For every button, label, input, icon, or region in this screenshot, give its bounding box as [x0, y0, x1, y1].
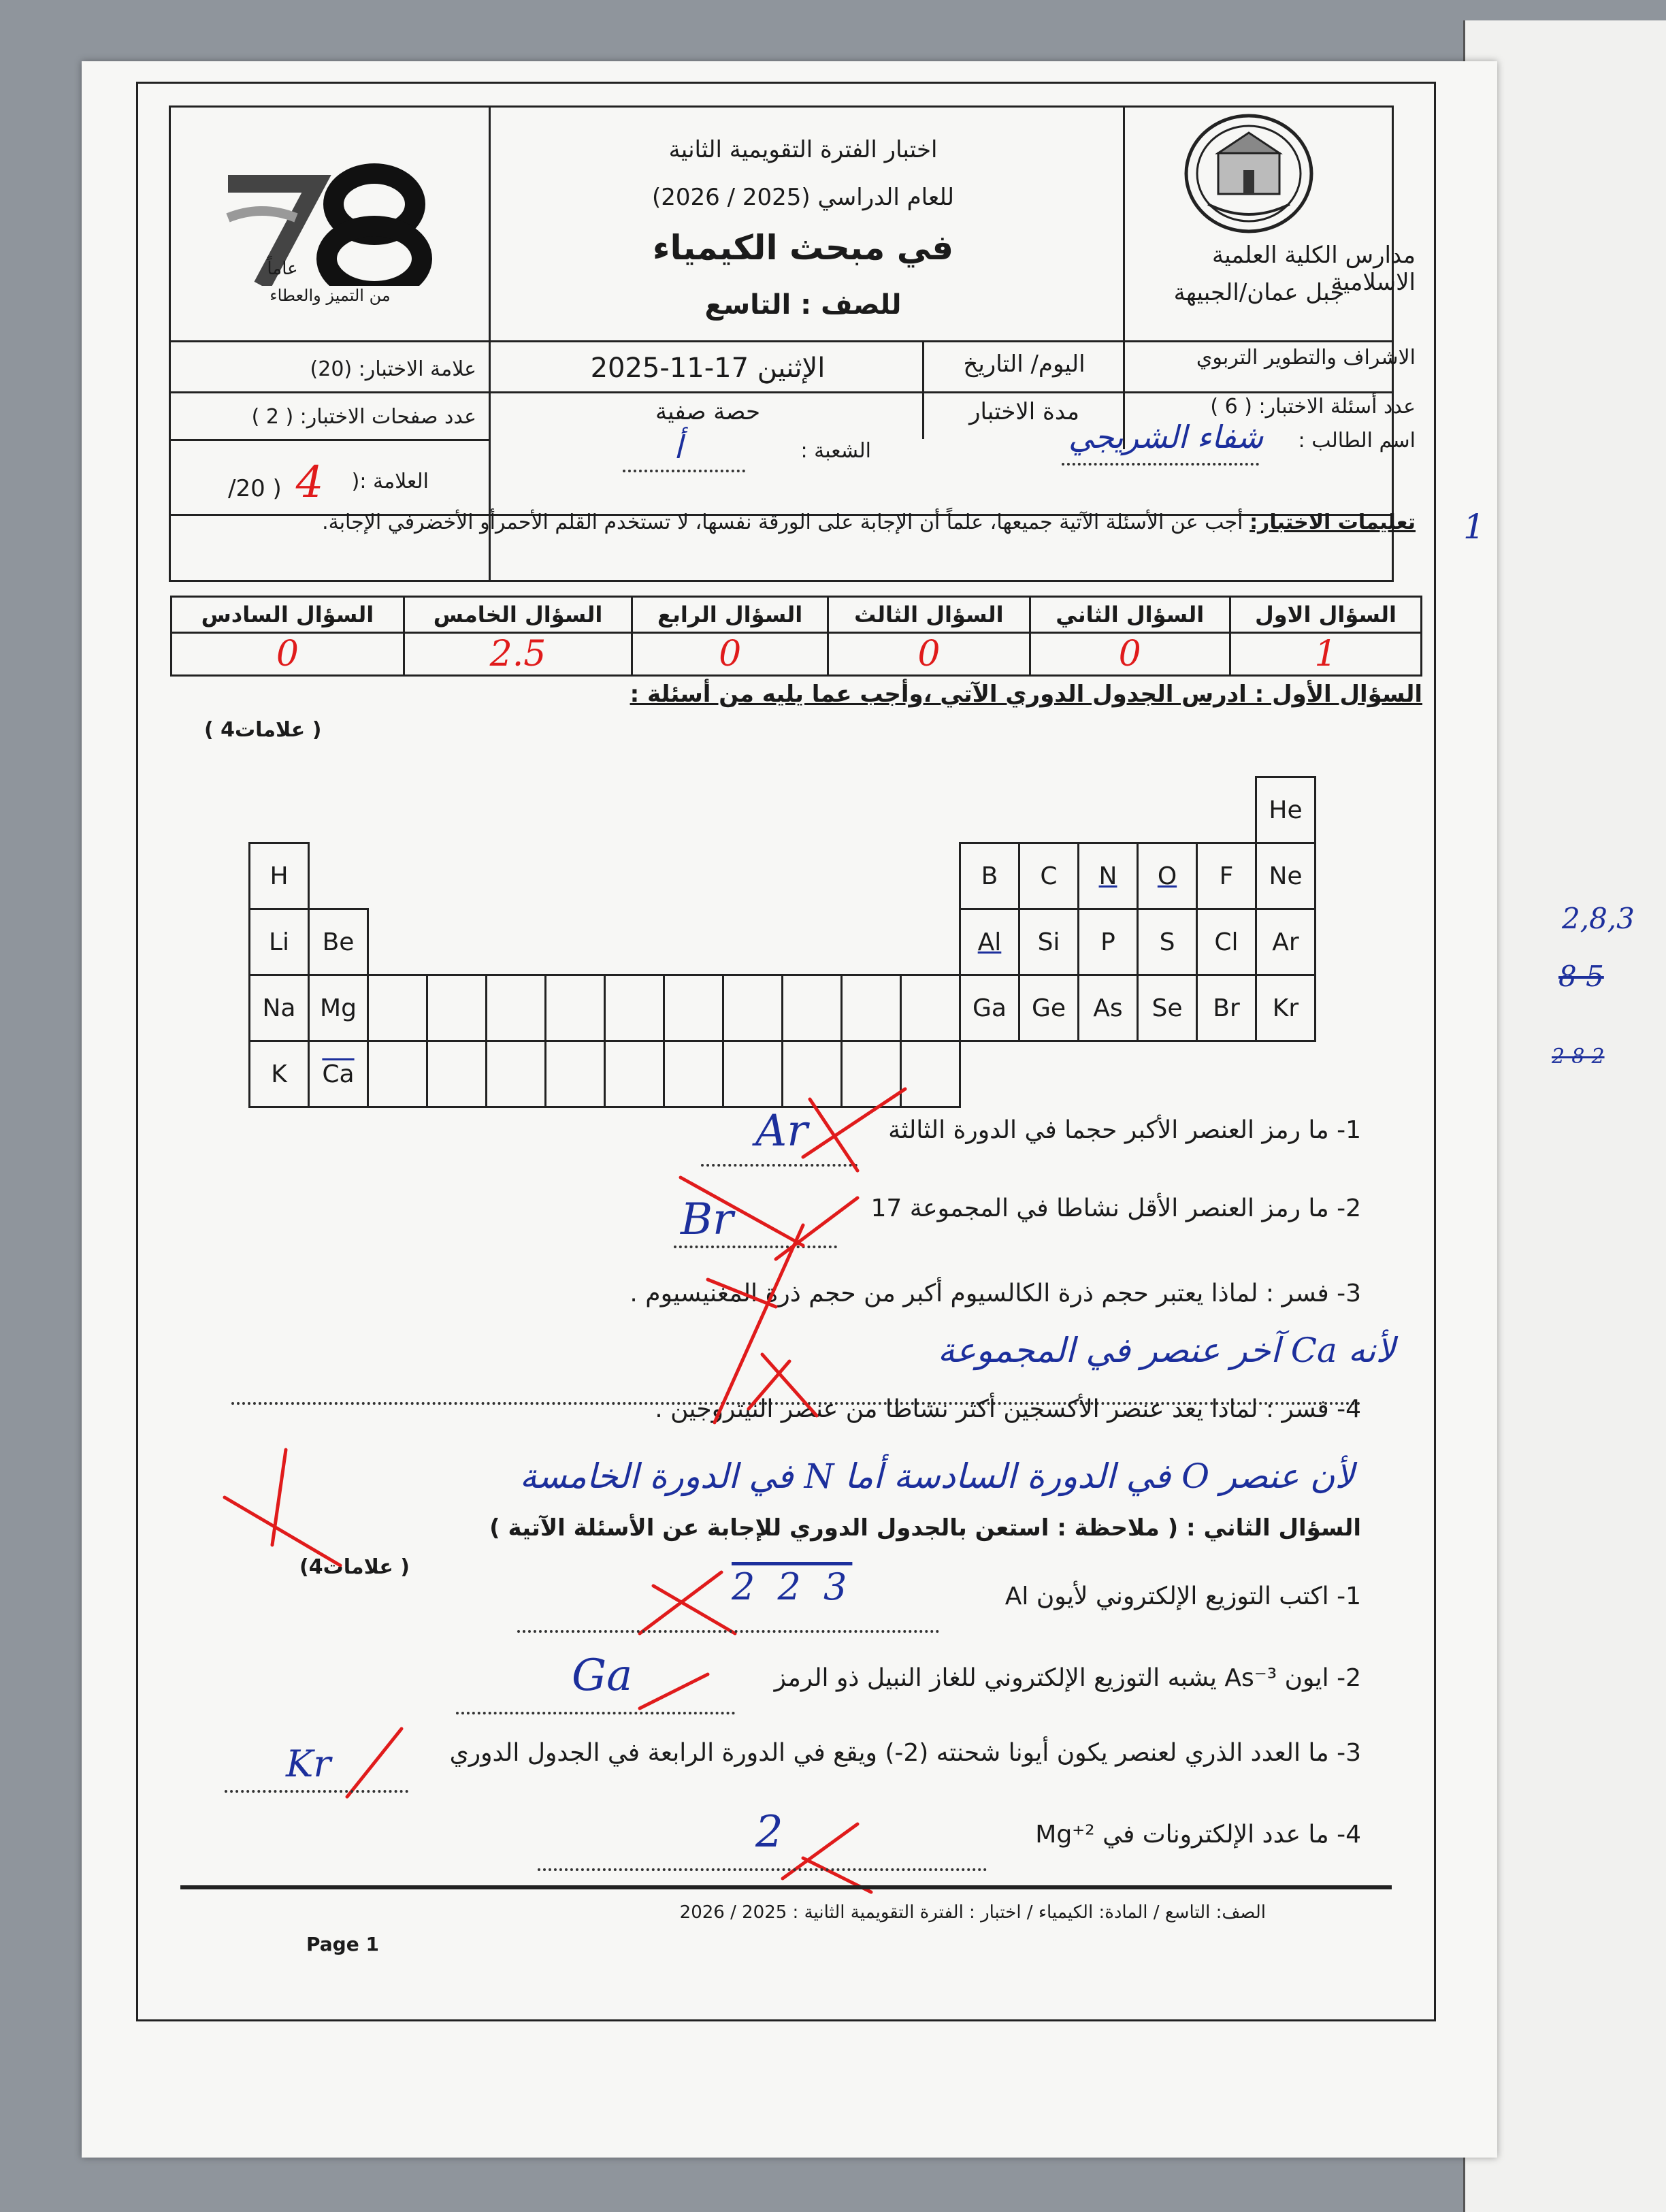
cross-mark	[708, 1280, 776, 1307]
cross-mark	[776, 1198, 858, 1259]
grade-total: /20 )	[228, 475, 282, 502]
score-header-q5: السؤال الخامس	[404, 597, 632, 633]
school-branch: جبل عمان/الجبيهة	[1173, 279, 1345, 306]
score-q5: 2.5	[404, 633, 632, 676]
exam-mark: علامة الاختبار: (20)	[310, 357, 476, 381]
student-name-label: اسم الطالب :	[1298, 429, 1416, 453]
score-q4: 0	[632, 633, 828, 676]
score-header-q2: السؤال الثاني	[1030, 597, 1230, 633]
section-value: أ	[674, 429, 683, 466]
duration-label: مدة الاختبار	[969, 398, 1079, 425]
logo-text-2: من التميز والعطاء	[270, 286, 391, 305]
footer-text: الصف: التاسع / المادة: الكيمياء / اختبار : الفترة التقويمية الثانية : 2025 / 2026	[679, 1902, 1266, 1923]
grade-label: العلامة :(	[351, 470, 429, 493]
instructions-label: تعليمات الاختبار:	[1250, 510, 1416, 534]
element-Ar: Ar	[1256, 909, 1316, 975]
exam-title: اختبار الفترة التقويمية الثانية	[668, 136, 938, 163]
element-O: O	[1138, 843, 1197, 909]
element-Se: Se	[1138, 975, 1197, 1041]
student-name-value: شفاء الشريجي	[1068, 419, 1264, 455]
element-Na: Na	[250, 975, 309, 1041]
page-number: Page 1	[306, 1933, 379, 1955]
q1-item-4: 4- فسر : لماذا يعد عنصر الأكسجين أكثر نشاطا من عنصر النيتروجين .	[655, 1395, 1361, 1423]
q2-item-4-answer: 2	[755, 1807, 783, 1857]
element-Be: Be	[309, 909, 368, 975]
q1-item-1: 1- ما رمز العنصر الأكبر حجما في الدورة الثالثة	[888, 1116, 1361, 1144]
academic-year: للعام الدراسي (2025 / 2026)	[651, 184, 955, 211]
q1-marks: ( 4علامات )	[204, 718, 322, 742]
element-Ca: $\overline{Ca}$	[309, 1041, 368, 1107]
num-questions: عدد أسئلة الاختبار: ( 6 )	[1210, 395, 1416, 419]
element-P: P	[1079, 909, 1138, 975]
element-Si: Si	[1019, 909, 1079, 975]
cross-mark	[803, 1089, 905, 1157]
element-H: H	[250, 843, 309, 909]
day-date-value: الإثنين 17-11-2025	[590, 353, 826, 384]
q1-item-3-answer: لأنه Ca آخر عنصر في المجموعة	[937, 1331, 1395, 1370]
q2-item-4-line	[538, 1868, 987, 1871]
score-header-q3: السؤال الثالث	[828, 597, 1030, 633]
q1-item-3: 3- فسر : لماذا يعتبر حجم ذرة الكالسيوم أكبر من حجم ذرة المغنيسيوم .	[630, 1280, 1361, 1307]
department: الاشراف والتطوير التربوي	[1196, 346, 1416, 370]
q2-item-3-line	[225, 1790, 408, 1793]
q1-item-2-answer: Br	[681, 1194, 734, 1245]
q2-item-1: 1- اكتب التوزيع الإلكتروني لأيون Al	[1004, 1582, 1361, 1610]
cross-mark	[810, 1099, 858, 1171]
q2-item-1-answer: 2 2 3	[732, 1565, 853, 1608]
element-B: B	[960, 843, 1019, 909]
cross-mark	[749, 1361, 789, 1409]
q1-title: السؤال الأول : ادرس الجدول الدوري الآتي ،وأجب عما يليه من أسئلة :	[630, 681, 1422, 708]
element-Ge: Ge	[1019, 975, 1079, 1041]
q2-item-2: 2- ايون As⁻³ يشبه التوزيع الإلكتروني للغاز النبيل ذو الرمز	[774, 1664, 1361, 1692]
q1-item-4-answer: لأن عنصر O في الدورة السادسة أما N في الدورة الخامسة	[519, 1457, 1354, 1496]
q2-item-3-answer: Kr	[286, 1742, 331, 1785]
cross-mark	[640, 1674, 708, 1708]
score-q3: 0	[828, 633, 1030, 676]
element-C: C	[1019, 843, 1079, 909]
q2-title: السؤال الثاني : ( ملاحظة : استعن بالجدول الدوري للإجابة عن الأسئلة الآتية )	[489, 1514, 1361, 1542]
element-Kr: Kr	[1256, 975, 1316, 1041]
score-header-q6: السؤال السادس	[172, 597, 404, 633]
element-Ne: Ne	[1256, 843, 1316, 909]
element-F: F	[1197, 843, 1256, 909]
element-Al: Al	[960, 909, 1019, 975]
section-label: الشعبة :	[800, 439, 871, 463]
margin-check-mark: 1	[1463, 507, 1485, 547]
score-q2: 0	[1030, 633, 1230, 676]
day-date-label: اليوم/ التاريخ	[963, 351, 1085, 378]
element-N: N	[1079, 843, 1138, 909]
subject-title: في مبحث الكيمياء	[652, 228, 954, 267]
pages-count: عدد صفحات الاختبار: ( 2 )	[251, 405, 476, 429]
q1-item-2: 2- ما رمز العنصر الأقل نشاطا في المجموعة 17	[870, 1194, 1361, 1222]
instructions-text: أجب عن الأسئلة الآتية جميعها، علماً أن الإجابة على الورقة نفسها، لا تستخدم القلم الأحمرأو الأخضرفي الإجابة.	[322, 510, 1243, 534]
q1-item-1-answer: Ar	[755, 1106, 808, 1156]
logo-text-1: عاماً	[267, 259, 298, 279]
grade-value: 4	[295, 457, 324, 508]
q2-item-3: 3- ما العدد الذري لعنصر يكون أيونا شحنته (2-) ويقع في الدورة الرابعة في الجدول الدوري	[449, 1739, 1361, 1767]
element-He: He	[1256, 777, 1316, 843]
duration-value: حصة صفية	[655, 398, 761, 425]
footer-rule	[180, 1885, 1392, 1889]
element-Br: Br	[1197, 975, 1256, 1041]
score-q6: 0	[172, 633, 404, 676]
margin-note-2: 8 5	[1558, 960, 1604, 993]
q2-item-2-answer: Ga	[572, 1650, 633, 1701]
element-Cl: Cl	[1197, 909, 1256, 975]
score-header-q1: السؤال الاول	[1230, 597, 1421, 633]
q2-item-1-line	[517, 1630, 939, 1633]
element-Ga: Ga	[960, 975, 1019, 1041]
cross-mark	[715, 1225, 803, 1422]
element-Li: Li	[250, 909, 309, 975]
element-S: S	[1138, 909, 1197, 975]
q2-item-4: 4- ما عدد الإلكترونات في Mg⁺²	[1035, 1821, 1361, 1849]
element-As: As	[1079, 975, 1138, 1041]
margin-note-3: 2-8-2	[1552, 1045, 1605, 1069]
grade-title: للصف : التاسع	[704, 289, 902, 321]
school-name: مدارس الكلية العلمية الاسلامية	[1212, 242, 1416, 296]
q2-item-2-line	[456, 1712, 735, 1714]
score-q1: 1	[1230, 633, 1421, 676]
cross-mark	[681, 1177, 803, 1246]
margin-note-1: 2,8,3	[1562, 902, 1635, 935]
cross-mark	[347, 1729, 402, 1797]
q2-marks: (4علامات )	[299, 1555, 410, 1579]
score-header-q4: السؤال الرابع	[632, 597, 828, 633]
element-Mg: Mg	[309, 975, 368, 1041]
element-K: K	[250, 1041, 309, 1107]
